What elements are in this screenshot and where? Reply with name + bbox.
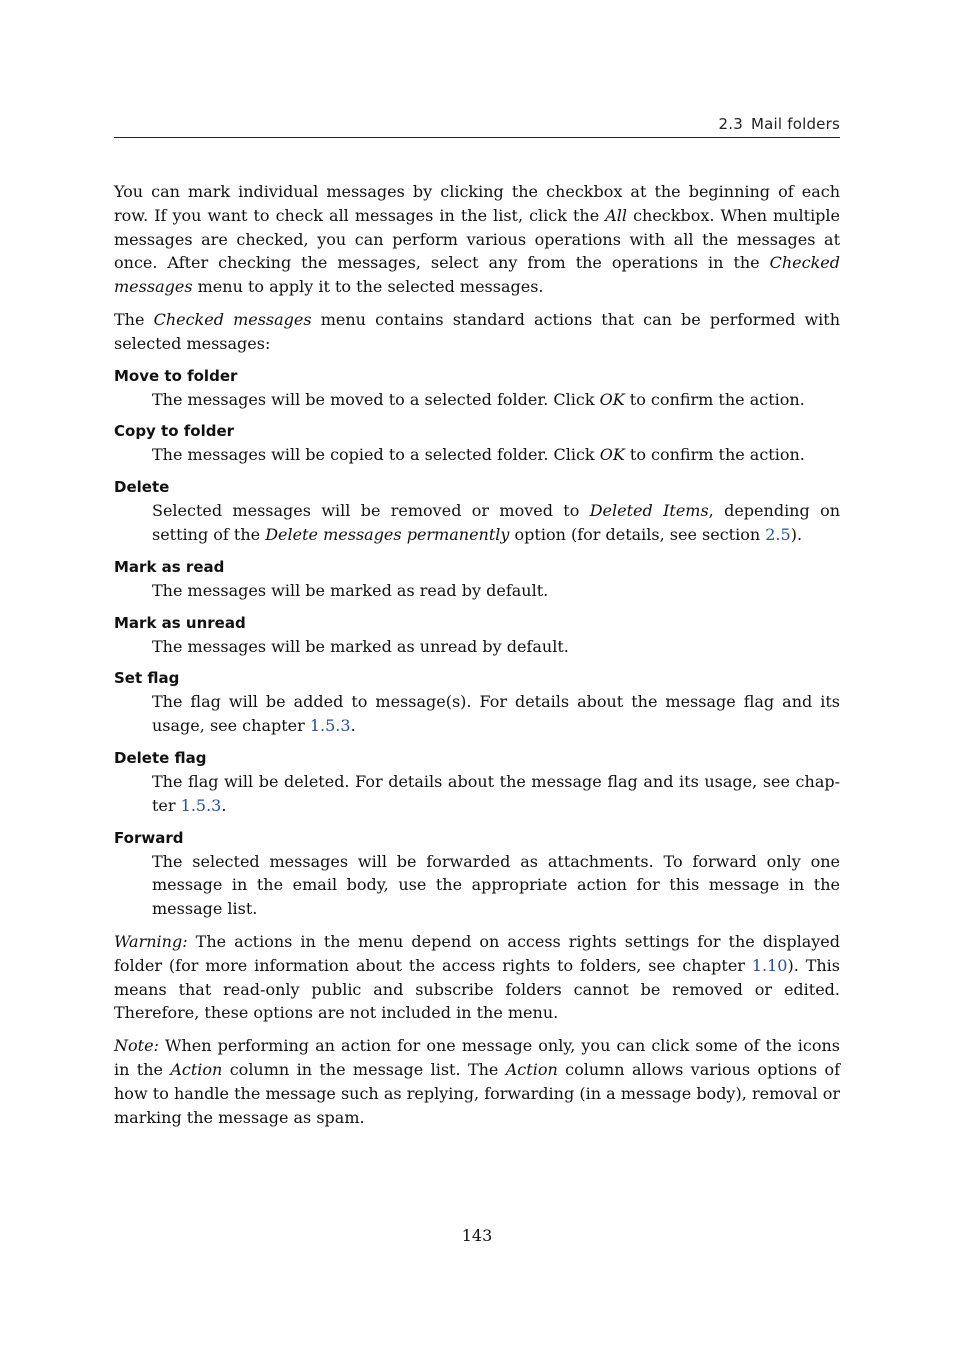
section-link-2-5[interactable]: 2.5 (765, 524, 791, 544)
chapter-link-1-5-3[interactable]: 1.5.3 (309, 716, 351, 736)
section-title: Mail folders (751, 115, 840, 133)
checked-messages-term: Checked messages (153, 309, 312, 329)
action-desc-forward: The selected messages will be forwarded as attachments. To forward only one message in the email body, use the appropriate action for this message in the message list. (152, 851, 840, 919)
all-checkbox-term: All (605, 205, 628, 225)
page-number: 143 (461, 1226, 493, 1245)
action-term-mark-as-unread: Mark as unread (114, 613, 246, 632)
body-text (114, 180, 840, 1138)
action-desc-copy-to-folder: The messages will be copied to a selected folder. Click OK to confirm the action. (152, 445, 805, 465)
action-term-delete-flag: Delete flag (114, 748, 207, 767)
action-term-move-to-folder: Move to folder (114, 366, 238, 385)
intro-paragraph-1: You can mark individual messages by clicking the checkbox at the beginning of each row. If you want to check all messages in the list, click the All checkbox. When multiple messages are checked, you can perform various operations with all the messages at once. After checking the messages, select any from the operations in the Checked messages menu to apply it to the selected messages. (114, 182, 841, 297)
header-rule (114, 137, 840, 138)
action-desc-move-to-folder: The messages will be moved to a selected folder. Click OK to confirm the action. (152, 389, 805, 409)
action-desc-delete-flag: The flag will be deleted. For details about the message flag and its usage, see chapter 1.5.3. (152, 771, 840, 815)
action-term-mark-as-read: Mark as read (114, 557, 225, 576)
action-term-copy-to-folder: Copy to folder (114, 422, 235, 441)
action-term-delete: Delete (114, 478, 170, 497)
action-desc-mark-as-read: The messages will be marked as read by default. (152, 580, 549, 600)
action-desc-delete: Selected messages will be removed or moved to Deleted Items, depending on setting of the Delete messages permanently option (for details, see section 2.5). (152, 501, 841, 544)
action-desc-set-flag: The flag will be added to message(s). For details about the message flag and its usage, see chapter 1.5.3. (152, 692, 840, 736)
checked-messages-term: Checked messages (114, 253, 840, 297)
section-number: 2.3 (718, 115, 743, 133)
chapter-link-1-10[interactable]: 1.10 (751, 955, 788, 975)
warning-paragraph: Warning: The actions in the menu depend on access rights settings for the displayed folder (for more information about the access rights to folders, see chapter 1.10). This means that read-only public and subscribe folders cannot be removed or edited. Therefore, these options are not included in the menu. (114, 931, 841, 1023)
note-paragraph: Note: When performing an action for one message only, you can click some of the icons in the Action column in the message list. The Action column allows various options of how to handle the message such as replying, forwarding (in a message body), removal or marking the message as spam. (114, 1036, 840, 1127)
intro-paragraph-2: The Checked messages menu contains standard actions that can be performed with selected messages: (114, 309, 841, 353)
note-label: Note: (114, 1036, 159, 1056)
warning-label: Warning: (114, 931, 188, 951)
running-header (719, 114, 840, 134)
action-term-forward: Forward (114, 828, 184, 847)
document-page (114, 0, 840, 1350)
chapter-link-1-5-3[interactable]: 1.5.3 (180, 795, 222, 815)
action-list (114, 365, 840, 921)
action-desc-mark-as-unread: The messages will be marked as unread by default. (152, 636, 569, 656)
action-term-set-flag: Set flag (114, 669, 180, 688)
